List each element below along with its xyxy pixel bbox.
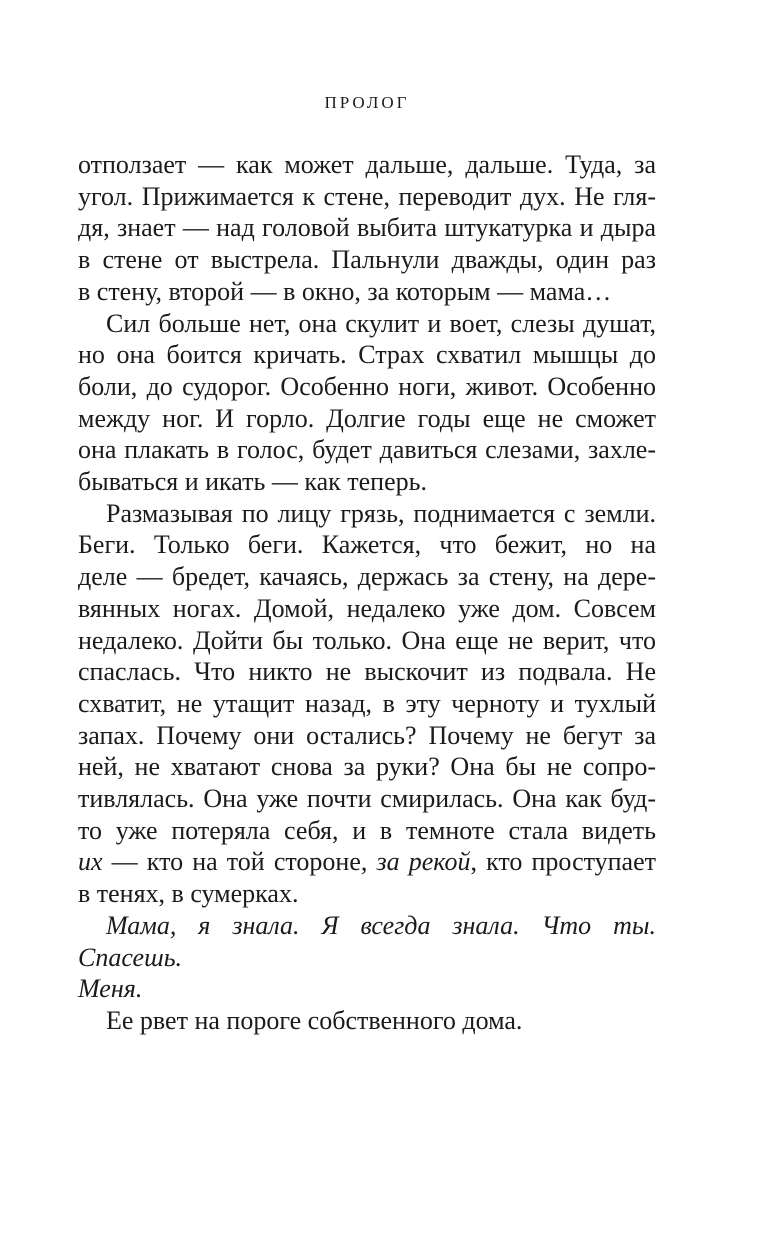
text-line [78,973,656,1005]
text-segment: она плакать в голос, будет давиться слезами, захле- [78,435,656,465]
text-segment: между ног. И горло. Долгие годы еще не сможет [78,403,656,433]
text-line [78,625,656,657]
text-line [78,181,656,213]
text-line [78,593,656,625]
text-segment: недалеко. Дойти бы только. Она еще не верит, что [78,625,656,655]
text-line [78,371,656,403]
text-segment: спаслась. Что никто не выскочит из подвала. Не [78,657,656,687]
text-line [78,561,656,593]
text-segment: но она боится кричать. Страх схватил мышцы до [78,340,656,370]
text-line [78,878,656,910]
text-segment: отползает — как может дальше, дальше. Туда, за [78,150,656,179]
text-line [78,910,656,973]
text-line [78,212,656,244]
text-line [78,656,656,688]
text-segment: Размазывая по лицу грязь, поднимается с земли. [106,498,656,528]
text-line [78,244,656,276]
italic-text-segment: за рекой [376,847,471,877]
text-line [78,149,656,181]
text-line [78,339,656,371]
text-segment: схватит, не утащит назад, в эту черноту и тухлый [78,688,656,718]
running-head: ПРОЛОГ [324,93,410,112]
text-segment: угол. Прижимается к стене, переводит дух. Не гля- [78,181,656,211]
text-line [78,498,656,530]
text-segment: в стену, второй — в окно, за которым — мама… [78,276,612,306]
text-line [78,466,656,498]
text-line [78,720,656,752]
text-line [78,846,656,878]
text-segment: — кто на той стороне, [102,847,377,877]
text-segment: деле — бредет, качаясь, держась за стену, на дере- [78,562,656,592]
text-line [78,434,656,466]
text-segment: боли, до судорог. Особенно ноги, живот. Особенно [78,371,656,401]
text-segment: вянных ногах. Домой, недалеко уже дом. Совсем [78,593,656,623]
text-segment: Беги. Только беги. Кажется, что бежит, но на [78,530,656,560]
italic-text-segment: Мама, я знала. Я всегда знала. Что ты. Спасешь. [78,910,656,972]
text-line [78,403,656,435]
text-line [78,751,656,783]
text-segment: ней, не хватают снова за руки? Она бы не сопро- [78,752,656,782]
italic-text-segment: их [78,847,103,877]
text-segment: , кто проступает [470,847,656,877]
text-line [78,783,656,815]
page-content [78,149,656,1037]
text-segment: в тенях, в сумерках. [78,879,299,909]
text-line [78,688,656,720]
text-segment: тивлялась. Она уже почти смирилась. Она как буд- [78,784,656,814]
text-segment: в стене от выстрела. Пальнули дважды, один раз [78,245,656,275]
text-line [78,815,656,847]
italic-text-segment: Меня. [78,974,143,1004]
text-line [78,529,656,561]
text-segment: Сил больше нет, она скулит и воет, слезы душат, [106,308,656,338]
text-segment: запах. Почему они остались? Почему не бегут за [78,720,656,750]
text-segment: Ее рвет на пороге собственного дома. [106,1005,523,1035]
text-segment: бываться и икать — как теперь. [78,467,427,497]
text-line [78,1005,656,1037]
text-line [78,276,656,308]
text-segment: дя, знает — над головой выбита штукатурка и дыра [78,213,656,243]
text-line [78,308,656,340]
text-segment: то уже потеряла себя, и в темноте стала видеть [78,815,656,845]
